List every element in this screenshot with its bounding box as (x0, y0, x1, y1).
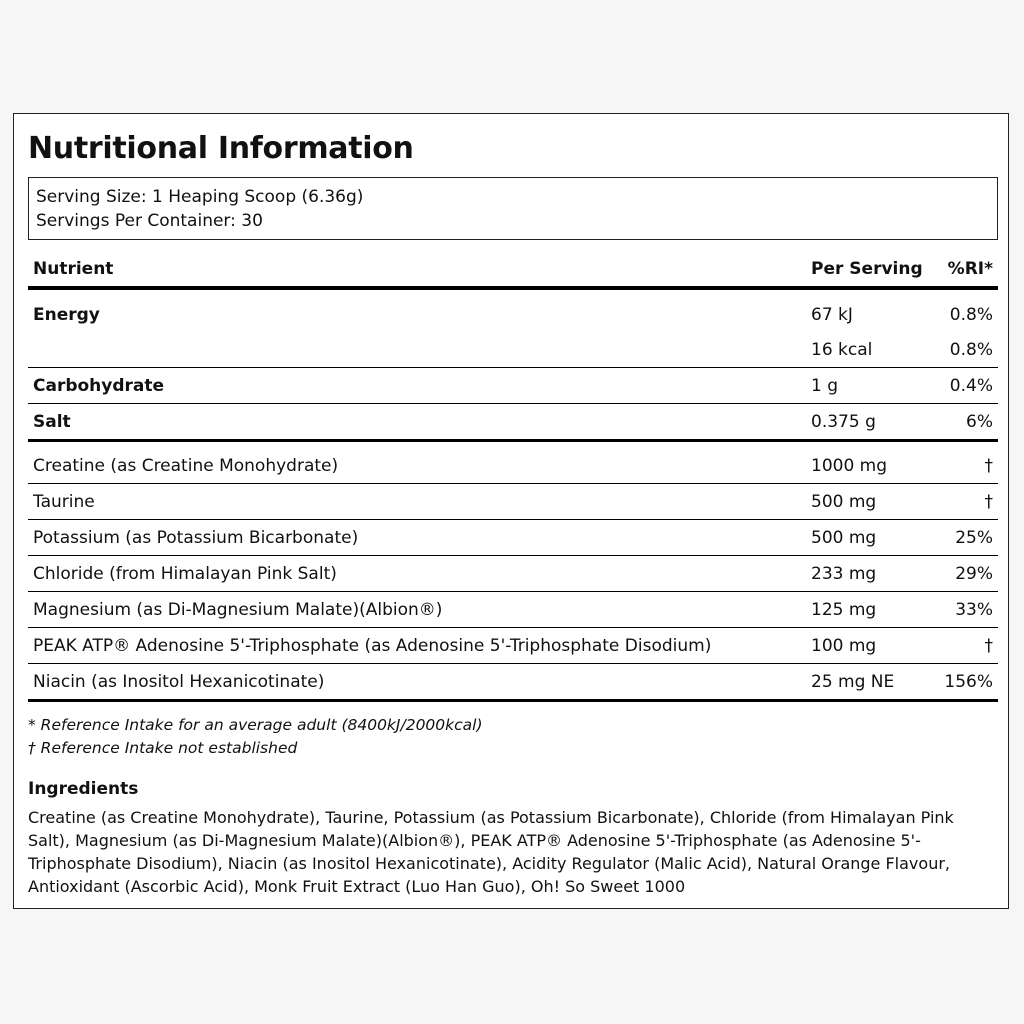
table-row (28, 332, 998, 368)
per-serving-value: 16 kcal (806, 332, 936, 368)
per-serving-value: 125 mg (806, 592, 936, 628)
nutrition-panel (13, 113, 1009, 909)
per-serving-value: 100 mg (806, 628, 936, 664)
ri-value: 6% (936, 404, 998, 441)
servings-per-container: Servings Per Container: 30 (36, 211, 263, 231)
ri-value: 156% (936, 664, 998, 701)
per-serving-value: 67 kJ (811, 304, 853, 325)
serving-info-box (28, 177, 998, 240)
per-serving-value: 1 g (806, 368, 936, 404)
ri-value: † (936, 628, 998, 664)
per-serving-value: 500 mg (806, 484, 936, 520)
header-nutrient: Nutrient (28, 252, 806, 288)
nutrient-name: Niacin (as Inositol Hexanicotinate) (28, 664, 806, 701)
ri-value: † (936, 484, 998, 520)
nutrient-name (28, 332, 806, 368)
per-serving-value: 0.375 g (806, 404, 936, 441)
ri-value: 0.8% (949, 304, 993, 325)
nutrient-name: Magnesium (as Di-Magnesium Malate)(Albion®) (28, 592, 806, 628)
ri-value: 0.4% (936, 368, 998, 404)
ri-footnote: * Reference Intake for an average adult (8400kJ/2000kcal) (28, 716, 483, 734)
table-row (28, 484, 998, 520)
ri-value: 33% (936, 592, 998, 628)
footnotes (28, 714, 483, 760)
ri-value: 25% (936, 520, 998, 556)
table-row (28, 520, 998, 556)
table-row (28, 288, 998, 332)
per-serving-value: 1000 mg (806, 441, 936, 484)
table-row (28, 556, 998, 592)
nutrient-name: PEAK ATP® Adenosine 5'-Triphosphate (as Adenosine 5'-Triphosphate Disodium) (28, 628, 806, 664)
table-row (28, 628, 998, 664)
nutrient-name: Potassium (as Potassium Bicarbonate) (28, 520, 806, 556)
serving-size: Serving Size: 1 Heaping Scoop (6.36g) (36, 187, 364, 207)
per-serving-value: 500 mg (806, 520, 936, 556)
table-row (28, 592, 998, 628)
table-row (28, 664, 998, 701)
page-title: Nutritional Information (28, 131, 414, 166)
table-row (28, 404, 998, 441)
nutrient-name: Salt (28, 404, 806, 441)
ri-value: † (936, 441, 998, 484)
ingredients-title: Ingredients (28, 779, 139, 799)
ingredients-text: Creatine (as Creatine Monohydrate), Taurine, Potassium (as Potassium Bicarbonate), Chloride (from Himalayan Pink Salt), Magnesium (as Di-Magnesium Malate)(Albion®), PEAK ATP® Adenosine 5'-Triphosphate (as Adenosine 5'-Triphosphate Disodium), Niacin (as Inositol Hexanicotinate), Acidity Regulator (Malic Acid), Natural Orange Flavour, Antioxidant (Ascorbic Acid), Monk Fruit Extract (Luo Han Guo), Oh! So Sweet 1000 (28, 808, 954, 896)
table-row (28, 368, 998, 404)
ri-value: 0.8% (936, 332, 998, 368)
nutrition-table (28, 252, 998, 702)
table-row (28, 441, 998, 484)
nutrient-name: Taurine (28, 484, 806, 520)
nutrient-name: Chloride (from Himalayan Pink Salt) (28, 556, 806, 592)
nutrient-name: Energy (33, 304, 100, 325)
table-header-row (28, 252, 998, 288)
nutrient-name: Creatine (as Creatine Monohydrate) (28, 441, 806, 484)
dagger-footnote: † Reference Intake not established (28, 739, 298, 757)
header-ri: %RI* (936, 252, 998, 288)
header-per-serving: Per Serving (806, 252, 936, 288)
per-serving-value: 233 mg (806, 556, 936, 592)
nutrient-name: Carbohydrate (28, 368, 806, 404)
ri-value: 29% (936, 556, 998, 592)
per-serving-value: 25 mg NE (806, 664, 936, 701)
